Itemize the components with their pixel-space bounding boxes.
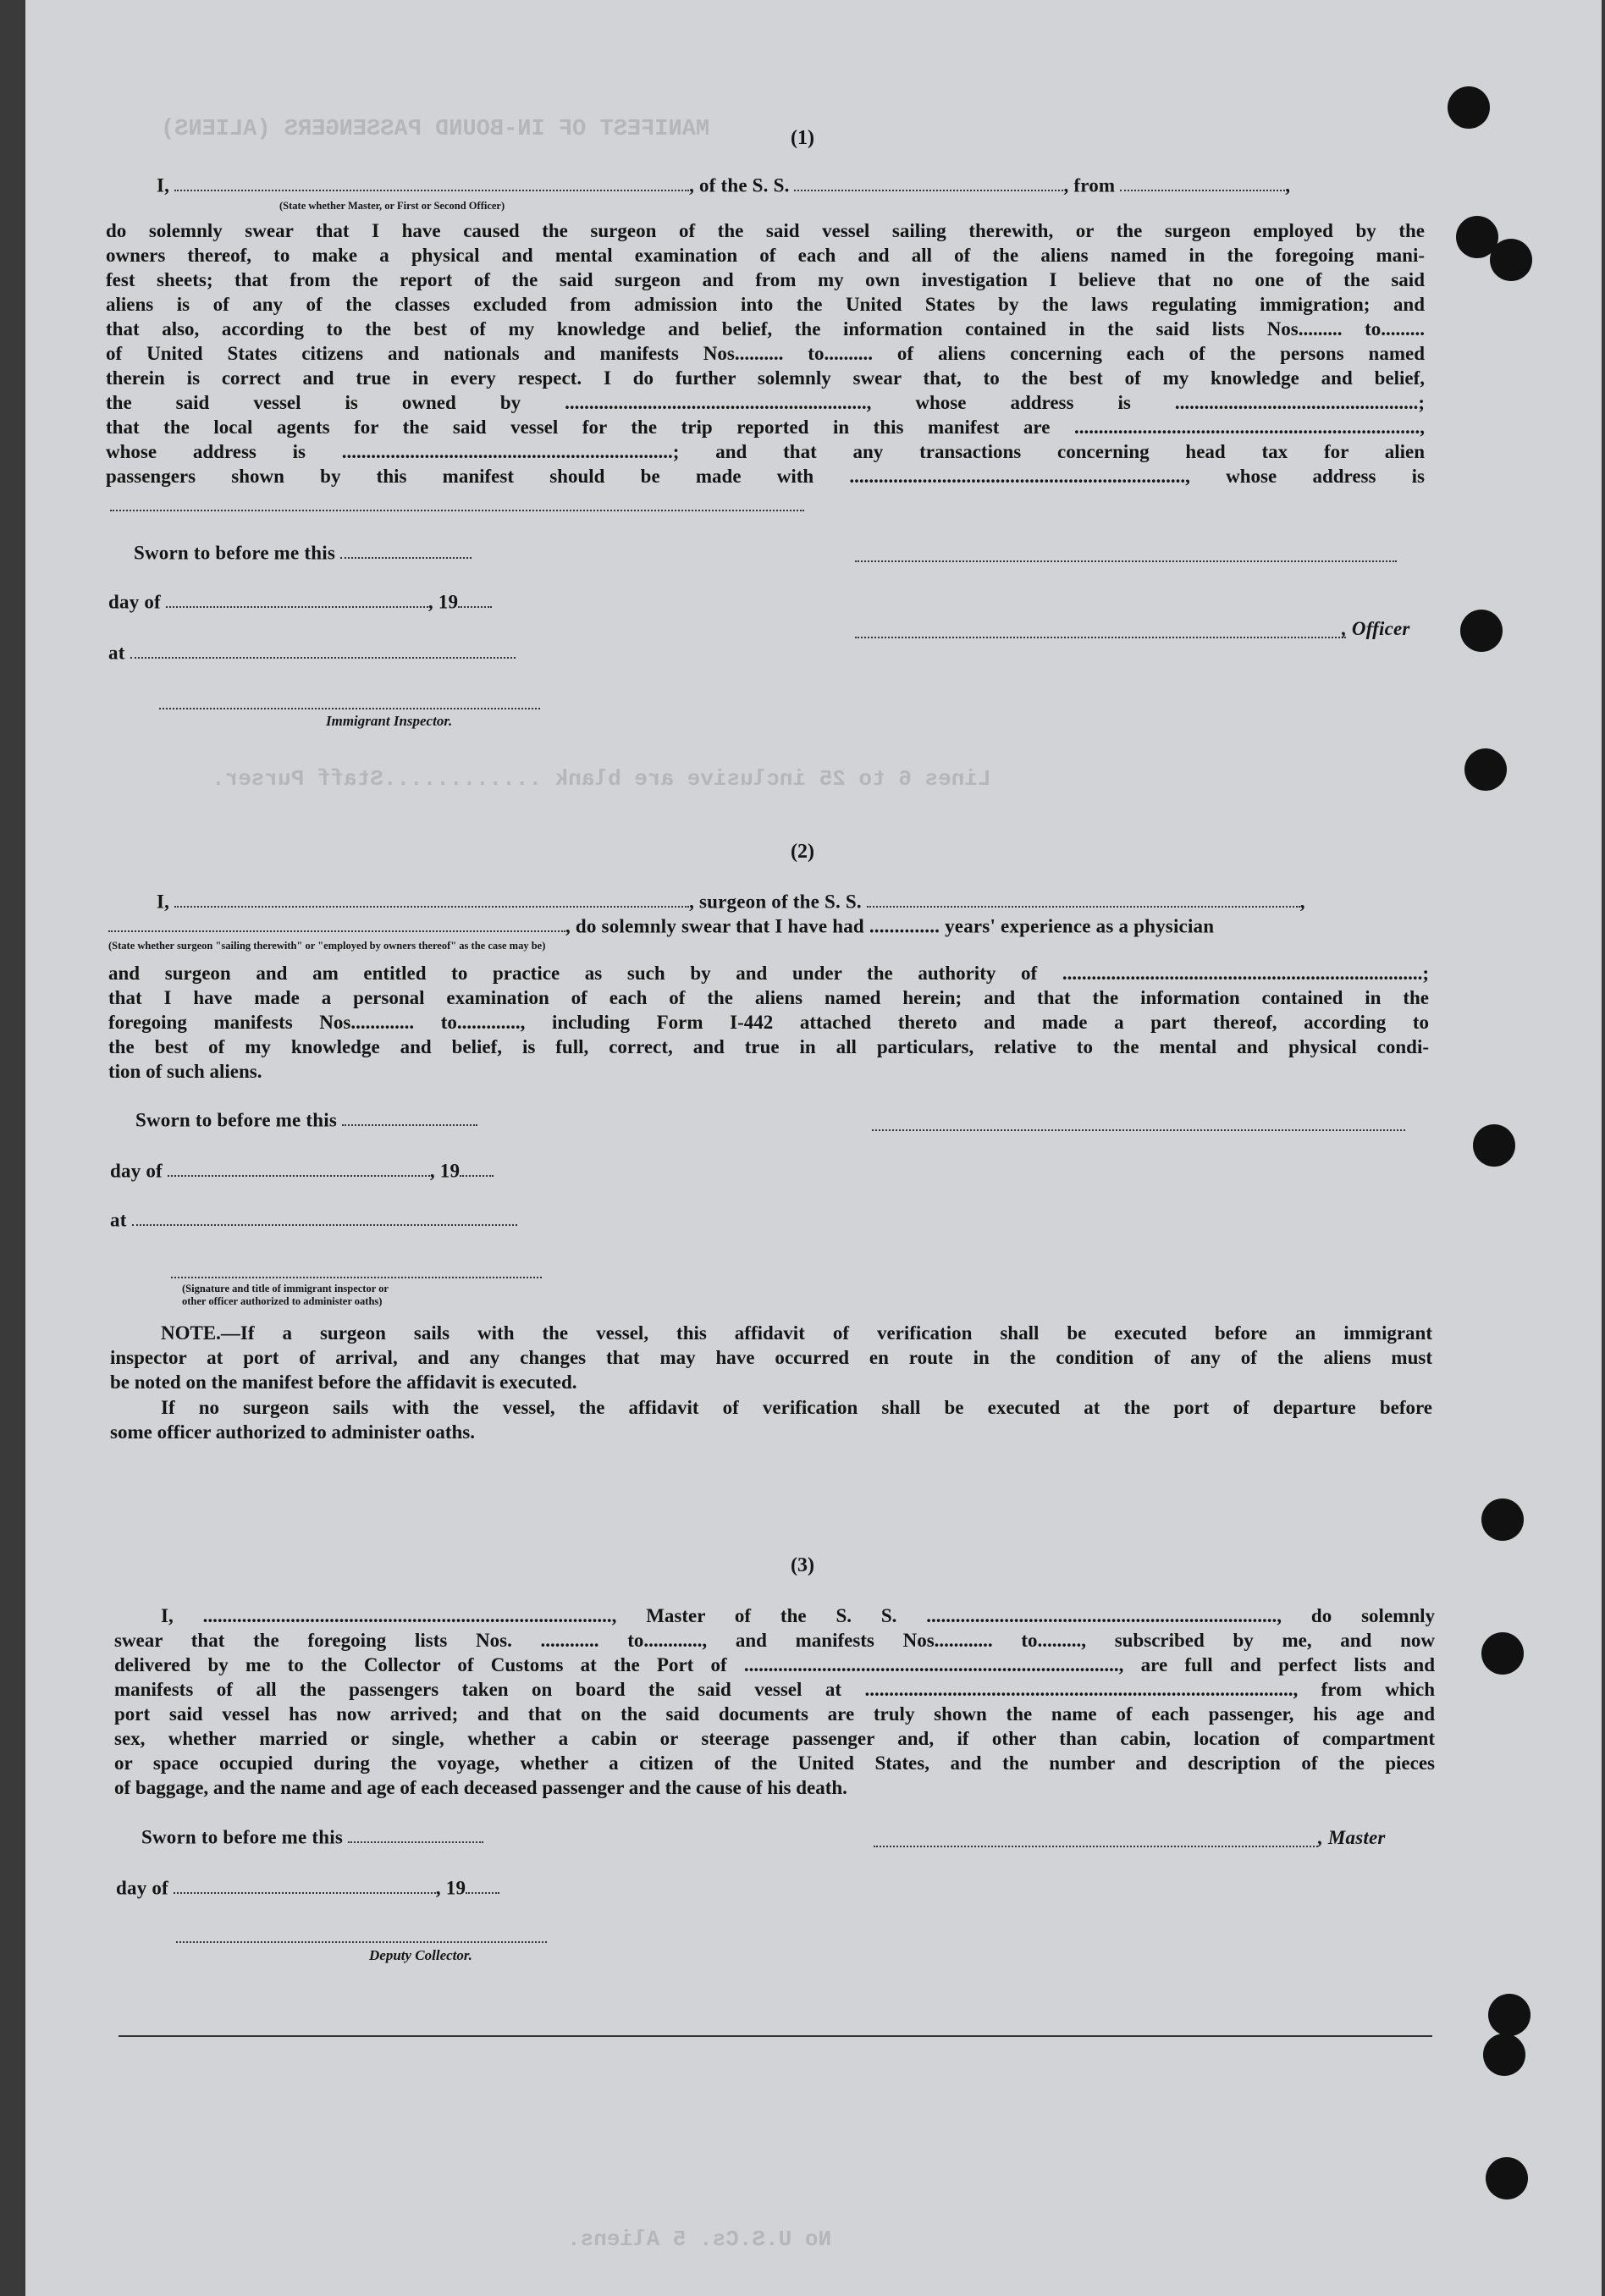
month-blank[interactable] [168, 1160, 430, 1177]
inspector-signature-line[interactable] [171, 1277, 542, 1278]
place-blank[interactable] [130, 642, 516, 659]
section-2-experience-line [108, 915, 1214, 937]
surgeon-name-blank[interactable] [174, 891, 689, 908]
paragraph-line: do solemnly swear that I have caused the surgeon of the said vessel sailing therewith, or the surgeon employed by the [106, 220, 1425, 241]
note-line: be noted on the manifest before the affidavit is executed. [110, 1372, 577, 1393]
sworn-line [134, 542, 472, 564]
paragraph-line: or space occupied during the voyage, whether a citizen of the United States, and the number and description of the pieces [114, 1752, 1435, 1774]
at-line [110, 1209, 517, 1231]
day-of-line [110, 1160, 494, 1182]
officer-name-blank[interactable] [174, 174, 689, 191]
paragraph-line: that also, according to the best of my knowledge and belief, the information contained in the said lists Nos......... to......... [106, 318, 1425, 339]
sworn-line [135, 1109, 477, 1131]
sworn-label: Sworn to before me this [134, 542, 335, 564]
paragraph-line: of baggage, and the name and age of each deceased passenger and the cause of his death. [114, 1777, 847, 1798]
place-blank[interactable] [132, 1209, 517, 1226]
sworn-date-blank[interactable] [342, 1109, 477, 1126]
bleed-through-footer: No U.S.Cs. 5 Aliens. [567, 2227, 832, 2252]
section-2-number: (2) [791, 841, 814, 863]
year-blank[interactable] [460, 1160, 494, 1177]
year-blank[interactable] [466, 1877, 499, 1894]
sworn-line [141, 1826, 483, 1848]
paragraph-line: passengers shown by this manifest should be made with ....................................................................., whose address is [106, 466, 1425, 487]
officer-label: , Officer [1342, 618, 1410, 639]
bottom-rule [119, 2035, 1432, 2037]
punch-hole [1486, 2157, 1528, 2199]
paragraph-line: of United States citizens and nationals and manifests Nos.......... to.......... of aliens concerning each of the persons named [106, 343, 1425, 364]
day-of-line [116, 1877, 499, 1899]
punch-hole [1448, 86, 1490, 129]
surgeon-type-note: (State whether surgeon "sailing therewith" or "employed by owners thereof" as the case may be) [108, 940, 546, 952]
oath-i: I, [157, 891, 170, 913]
paragraph-line: the best of my knowledge and belief, is full, correct, and true in all particulars, relative to the mental and physical condi- [108, 1036, 1429, 1057]
punch-hole [1490, 239, 1532, 281]
paragraph-line: aliens is of any of the classes excluded from admission into the United States by the laws regulating immigration; and [106, 294, 1425, 315]
punch-hole [1481, 1498, 1524, 1541]
signature-caption-line-1: (Signature and title of immigrant inspector or [182, 1283, 389, 1294]
at-label: at [108, 642, 125, 664]
section-1-oath-line [157, 174, 1290, 196]
paragraph-line: that I have made a personal examination of each of the aliens named herein; and that the information contained in the [108, 987, 1429, 1008]
oath-i: I, [157, 174, 170, 196]
inspector-signature-line[interactable] [159, 708, 540, 709]
paragraph-line: manifests of all the passengers taken on board the said vessel at ........................................................................................, from which [114, 1679, 1435, 1700]
immigrant-inspector-caption: Immigrant Inspector. [326, 713, 453, 729]
day-of-label: day of [110, 1160, 163, 1182]
paragraph-line: delivered by me to the Collector of Customs at the Port of ............................................................................., are full and perfect lists and [114, 1654, 1435, 1675]
paragraph-line: swear that the foregoing lists Nos. ............ to............, and manifests Nos............ to........., subscribed by me, and now [114, 1630, 1435, 1651]
collector-signature-line[interactable] [176, 1941, 547, 1943]
paragraph-line: I, ...................................................................................., Master of the S. S. ........................................................................, do solemnly [161, 1605, 1435, 1626]
note-line: some officer authorized to administer oaths. [110, 1421, 475, 1443]
section-2-oath-line [157, 891, 1305, 913]
paragraph-line: sex, whether married or single, whether a cabin or steerage passenger and, if other than cabin, location of compartment [114, 1728, 1435, 1749]
day-of-label: day of [116, 1877, 168, 1899]
surgeon-type-blank[interactable] [108, 915, 565, 932]
bleed-through-note: Lines 6 to 25 inclusive are blank ............Staff Purser. [212, 766, 991, 792]
section-3-number: (3) [791, 1554, 814, 1576]
year-label: , 19 [429, 1160, 461, 1182]
year-blank[interactable] [458, 591, 492, 608]
punch-hole [1473, 1124, 1515, 1167]
master-signature-line[interactable] [874, 1846, 1318, 1847]
day-of-line [108, 591, 492, 613]
paragraph-line: port said vessel has now arrived; and that on the said documents are truly shown the name of each passenger, his age and [114, 1703, 1435, 1725]
punch-hole [1460, 610, 1503, 652]
oath-comma: , [1285, 174, 1291, 196]
note-line: NOTE.—If a surgeon sails with the vessel, this affidavit of verification shall be executed before an immigrant [161, 1322, 1432, 1344]
officer-signature-blank-2[interactable] [855, 637, 1346, 638]
surgeon-of-ss-label: , surgeon of the S. S. [689, 891, 862, 913]
sworn-date-blank[interactable] [340, 542, 472, 559]
oath-comma: , [1299, 891, 1305, 913]
bleed-through-header: MANIFEST OF IN-BOUND PASSENGERS (ALIENS) [161, 117, 710, 142]
section-1-number: (1) [791, 127, 814, 149]
note-line: If no surgeon sails with the vessel, the affidavit of verification shall be executed at the port of departure before [161, 1397, 1432, 1418]
note-line: inspector at port of arrival, and any changes that may have occurred en route in the condition of any of the aliens must [110, 1347, 1432, 1368]
punch-hole [1481, 1632, 1524, 1675]
paragraph-line: therein is correct and true in every respect. I do further solemnly swear that, to the best of my knowledge and belief, [106, 367, 1425, 389]
paragraph-line: owners thereof, to make a physical and mental examination of each and all of the aliens named in the foregoing mani- [106, 245, 1425, 266]
paragraph-line: tion of such aliens. [108, 1061, 262, 1082]
paragraph-line: foregoing manifests Nos............. to............., including Form I-442 attached thereto and made a part thereof, according to [108, 1012, 1429, 1033]
surgeon-signature-line[interactable] [872, 1129, 1405, 1131]
address-continuation-blank[interactable] [110, 510, 804, 511]
year-label: , 19 [435, 1877, 466, 1899]
year-label: , 19 [427, 591, 459, 613]
punch-hole [1483, 2034, 1525, 2076]
month-blank[interactable] [174, 1877, 436, 1894]
day-of-label: day of [108, 591, 161, 613]
master-label: , Master [1318, 1827, 1386, 1848]
surgeon-vessel-blank[interactable] [867, 891, 1300, 908]
officer-signature-blank-1[interactable] [855, 560, 1397, 562]
paragraph-line: and surgeon and am entitled to practice as such by and under the authority of ..........................................................................; [108, 963, 1429, 984]
from-label: , from [1063, 174, 1116, 196]
experience-text: , do solemnly swear that I have had .............. years' experience as a physician [565, 915, 1215, 937]
punch-hole [1488, 1994, 1531, 2036]
paragraph-line: fest sheets; that from the report of the said surgeon and from my own investigation I believe that no one of the said [106, 269, 1425, 290]
sworn-label: Sworn to before me this [135, 1109, 337, 1131]
from-port-blank[interactable] [1120, 174, 1285, 191]
paragraph-line: whose address is ....................................................................; and that any transactions concerning head tax for alien [106, 441, 1425, 462]
at-line [108, 642, 516, 664]
at-label: at [110, 1209, 127, 1231]
manifest-page [25, 0, 1602, 2296]
vessel-name-blank[interactable] [794, 174, 1063, 191]
officer-rank-note: (State whether Master, or First or Second Officer) [279, 200, 505, 212]
paragraph-line: that the local agents for the said vessel for the trip reported in this manifest are ......................................................................., [106, 417, 1425, 438]
deputy-collector-caption: Deputy Collector. [369, 1947, 472, 1963]
punch-hole [1464, 748, 1507, 791]
of-the-ss-label: , of the S. S. [689, 174, 790, 196]
sworn-date-blank[interactable] [348, 1826, 483, 1843]
month-blank[interactable] [166, 591, 428, 608]
sworn-label: Sworn to before me this [141, 1826, 343, 1848]
signature-caption-line-2: other officer authorized to administer oaths) [182, 1295, 383, 1307]
paragraph-line: the said vessel is owned by .............................................................., whose address is ..................................................; [106, 392, 1425, 413]
